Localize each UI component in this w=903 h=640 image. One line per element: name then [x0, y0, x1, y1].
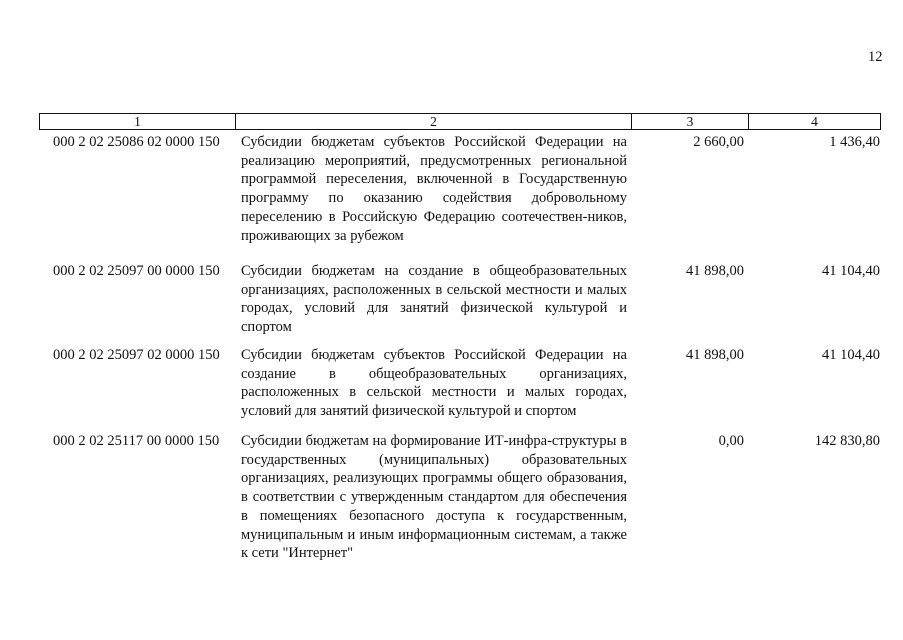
row-description: Субсидии бюджетам на создание в общеобразовательных организациях, расположенных в сельской местности и малых городах, условий для занятий физической культурой и спортом — [241, 263, 627, 336]
table-header — [39, 113, 881, 130]
row-description: Субсидии бюджетам на формирование ИТ-инфра-структуры в государственных (муниципальных) образовательных организациях, реализующих программы общего образования, в соответствии с утвержденным стандартом для обеспечения в помещениях безопасного доступа к государственным, муниципальным и иным информационным системам, а также к сети "Интернет" — [241, 433, 627, 562]
row-description: Субсидии бюджетам субъектов Российской Федерации на реализацию мероприятий, предусмотренных региональной программой переселения, включенной в Государственную программу по оказанию содействия добровольному переселению в Российскую Федерацию соотечествен-ников, проживающих за рубежом — [241, 134, 627, 244]
budget-code: 000 2 02 25097 00 0000 150 — [53, 263, 220, 279]
value-col-4: 41 104,40 — [822, 263, 880, 279]
header-col-3: 3 — [631, 114, 748, 129]
header-col-1: 1 — [134, 114, 141, 129]
row-description: Субсидии бюджетам субъектов Российской Федерации на создание в общеобразовательных организациях, расположенных в сельской местности и малых городах, условий для занятий физической культурой и спортом — [241, 347, 627, 420]
budget-code: 000 2 02 25117 00 0000 150 — [53, 433, 220, 449]
page-number: 12 — [868, 49, 883, 65]
budget-code: 000 2 02 25086 02 0000 150 — [53, 134, 220, 150]
value-col-3: 41 898,00 — [686, 263, 744, 279]
header-col-4: 4 — [748, 114, 880, 129]
value-col-4: 1 436,40 — [829, 134, 880, 150]
value-col-3: 0,00 — [718, 433, 744, 449]
budget-code: 000 2 02 25097 02 0000 150 — [53, 347, 220, 363]
value-col-4: 142 830,80 — [814, 433, 880, 449]
value-col-3: 41 898,00 — [686, 347, 744, 363]
value-col-4: 41 104,40 — [822, 347, 880, 363]
header-col-2: 2 — [235, 114, 631, 129]
value-col-3: 2 660,00 — [693, 134, 744, 150]
